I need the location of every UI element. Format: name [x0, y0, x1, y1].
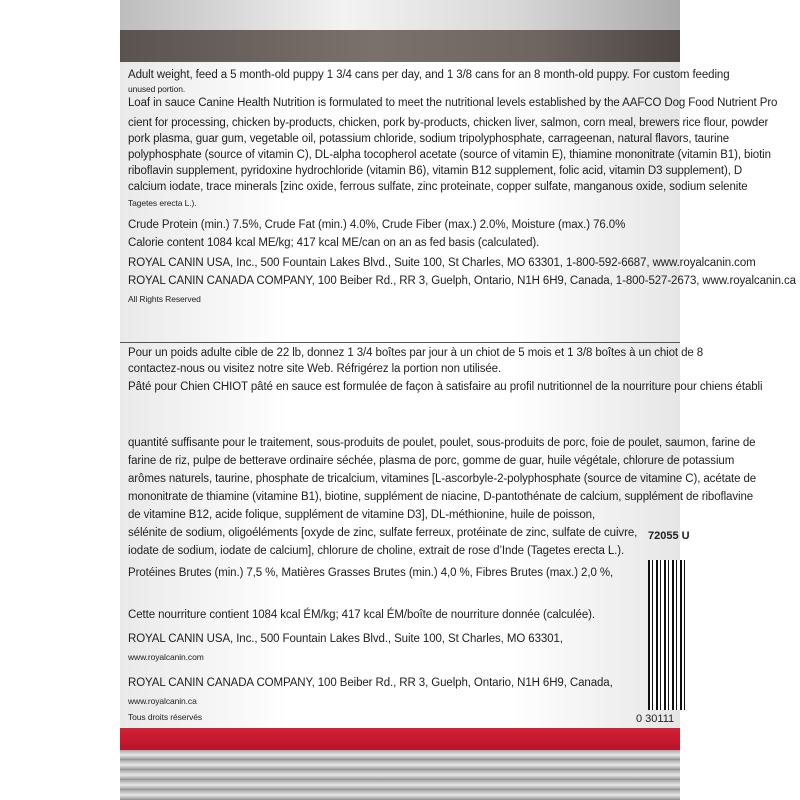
fr-line: Cette nourriture contient 1084 kcal ÉM/kg; 417 kcal ÉM/boîte de nourriture donnée (calculée).	[128, 609, 595, 621]
fr-line: www.royalcanin.com	[128, 652, 204, 662]
fr-line: sélénite de sodium, oligoéléments [oxyde de zinc, sulfate ferreux, protéinate de zinc, sulfate de cuivre,	[128, 527, 638, 539]
en-line: Loaf in sauce Canine Health Nutrition is formulated to meet the nutritional levels established by the AAFCO Dog Food Nutrient Pro	[128, 97, 778, 109]
can-top-rim	[120, 0, 680, 30]
fr-line: Tous droits réservés	[128, 712, 203, 722]
fr-line: farine de riz, pulpe de betterave ordinaire séchée, plasma de porc, gomme de guar, huile végétale, chlorure de potassium	[128, 455, 735, 467]
en-line: riboflavin supplement, pyridoxine hydrochloride (vitamin B6), vitamin B12 supplement, folic acid, vitamin D3 supplement), D	[128, 165, 743, 177]
fr-line: Pour un poids adulte cible de 22 lb, donnez 1 3/4 boîtes par jour à un chiot de 5 mois et 1 3/8 boîtes à un chiot de 8	[128, 347, 704, 359]
en-line: Calorie content 1084 kcal ME/kg; 417 kcal ME/can on an as fed basis (calculated).	[128, 237, 540, 249]
en-line: pork plasma, guar gum, vegetable oil, potassium chloride, sodium tripolyphosphate, carrageenan, natural flavors, taurine	[128, 133, 730, 145]
en-line: Adult weight, feed a 5 month-old puppy 1 3/4 cans per day, and 1 3/8 cans for an 8 month-old puppy. For custom feeding	[128, 69, 730, 81]
en-line: polyphosphate (source of vitamin C), DL-alpha tocopherol acetate (source of vitamin E), thiamine mononitrate (vitamin B1), biotin	[128, 149, 771, 161]
en-line: All Rights Reserved	[128, 294, 201, 304]
can-bottom-rim	[120, 750, 680, 800]
en-line: ROYAL CANIN CANADA COMPANY, 100 Beiber Rd., RR 3, Guelph, Ontario, N1H 6H9, Canada, 1-800-527-2673, www.royalcanin.ca	[128, 275, 796, 287]
can	[120, 0, 796, 800]
fr-line: www.royalcanin.ca	[128, 696, 197, 706]
barcode	[648, 560, 688, 710]
fr-line: arômes naturels, taurine, phosphate de tricalcium, vitamines [L-ascorbyle-2-polyphosphate (source de vitamine C), acétate de	[128, 473, 757, 485]
fr-line: quantité suffisante pour le traitement, sous-produits de poulet, poulet, sous-produits de porc, foie de poulet, saumon, farine de	[128, 437, 756, 449]
product-code: 72055 U	[648, 530, 690, 542]
fr-line: ROYAL CANIN CANADA COMPANY, 100 Beiber Rd., RR 3, Guelph, Ontario, N1H 6H9, Canada,	[128, 677, 613, 689]
en-line: Crude Protein (min.) 7.5%, Crude Fat (min.) 4.0%, Crude Fiber (max.) 2.0%, Moisture (max.) 76.0%	[128, 219, 626, 231]
fr-line: contactez-nous ou visitez notre site Web. Réfrigérez la portion non utilisée.	[128, 363, 502, 375]
fr-line: iodate de sodium, iodate de calcium], chlorure de choline, extrait de rose d’Inde (Tagetes erecta L.).	[128, 545, 625, 557]
fr-line: ROYAL CANIN USA, Inc., 500 Fountain Lakes Blvd., Suite 100, St Charles, MO 63301,	[128, 633, 563, 645]
fr-line: de vitamine B12, acide folique, supplément de vitamine D3], DL-méthionine, huile de poisson,	[128, 509, 596, 521]
fr-line: Pâté pour Chien CHIOT pâté en sauce est formulée de façon à satisfaire au profil nutritionnel de la nourriture pour chiens établi	[128, 381, 763, 393]
can-red-band	[120, 728, 680, 750]
barcode-number: 0 30111	[636, 713, 675, 725]
en-line: unused portion.	[128, 84, 186, 94]
can-top-band	[120, 30, 680, 62]
language-divider	[120, 342, 680, 343]
fr-line: Protéines Brutes (min.) 7,5 %, Matières Grasses Brutes (min.) 4,0 %, Fibres Brutes (max.) 2,0 %,	[128, 567, 614, 579]
fr-line: mononitrate de thiamine (vitamine B1), biotine, supplément de niacine, D-pantothénate de calcium, supplément de riboflavine	[128, 491, 754, 503]
en-line: calcium iodate, trace minerals [zinc oxide, ferrous sulfate, zinc proteinate, copper sulfate, manganous oxide, sodium selenite	[128, 181, 748, 193]
en-line: ROYAL CANIN USA, Inc., 500 Fountain Lakes Blvd., Suite 100, St Charles, MO 63301, 1-800-592-6687, www.royalcanin.com	[128, 257, 756, 269]
en-line: Tagetes erecta L.).	[128, 198, 197, 208]
can-label	[120, 62, 796, 728]
en-line: cient for processing, chicken by-products, chicken, pork by-products, chicken liver, salmon, corn meal, brewers rice flour, powder	[128, 117, 769, 129]
